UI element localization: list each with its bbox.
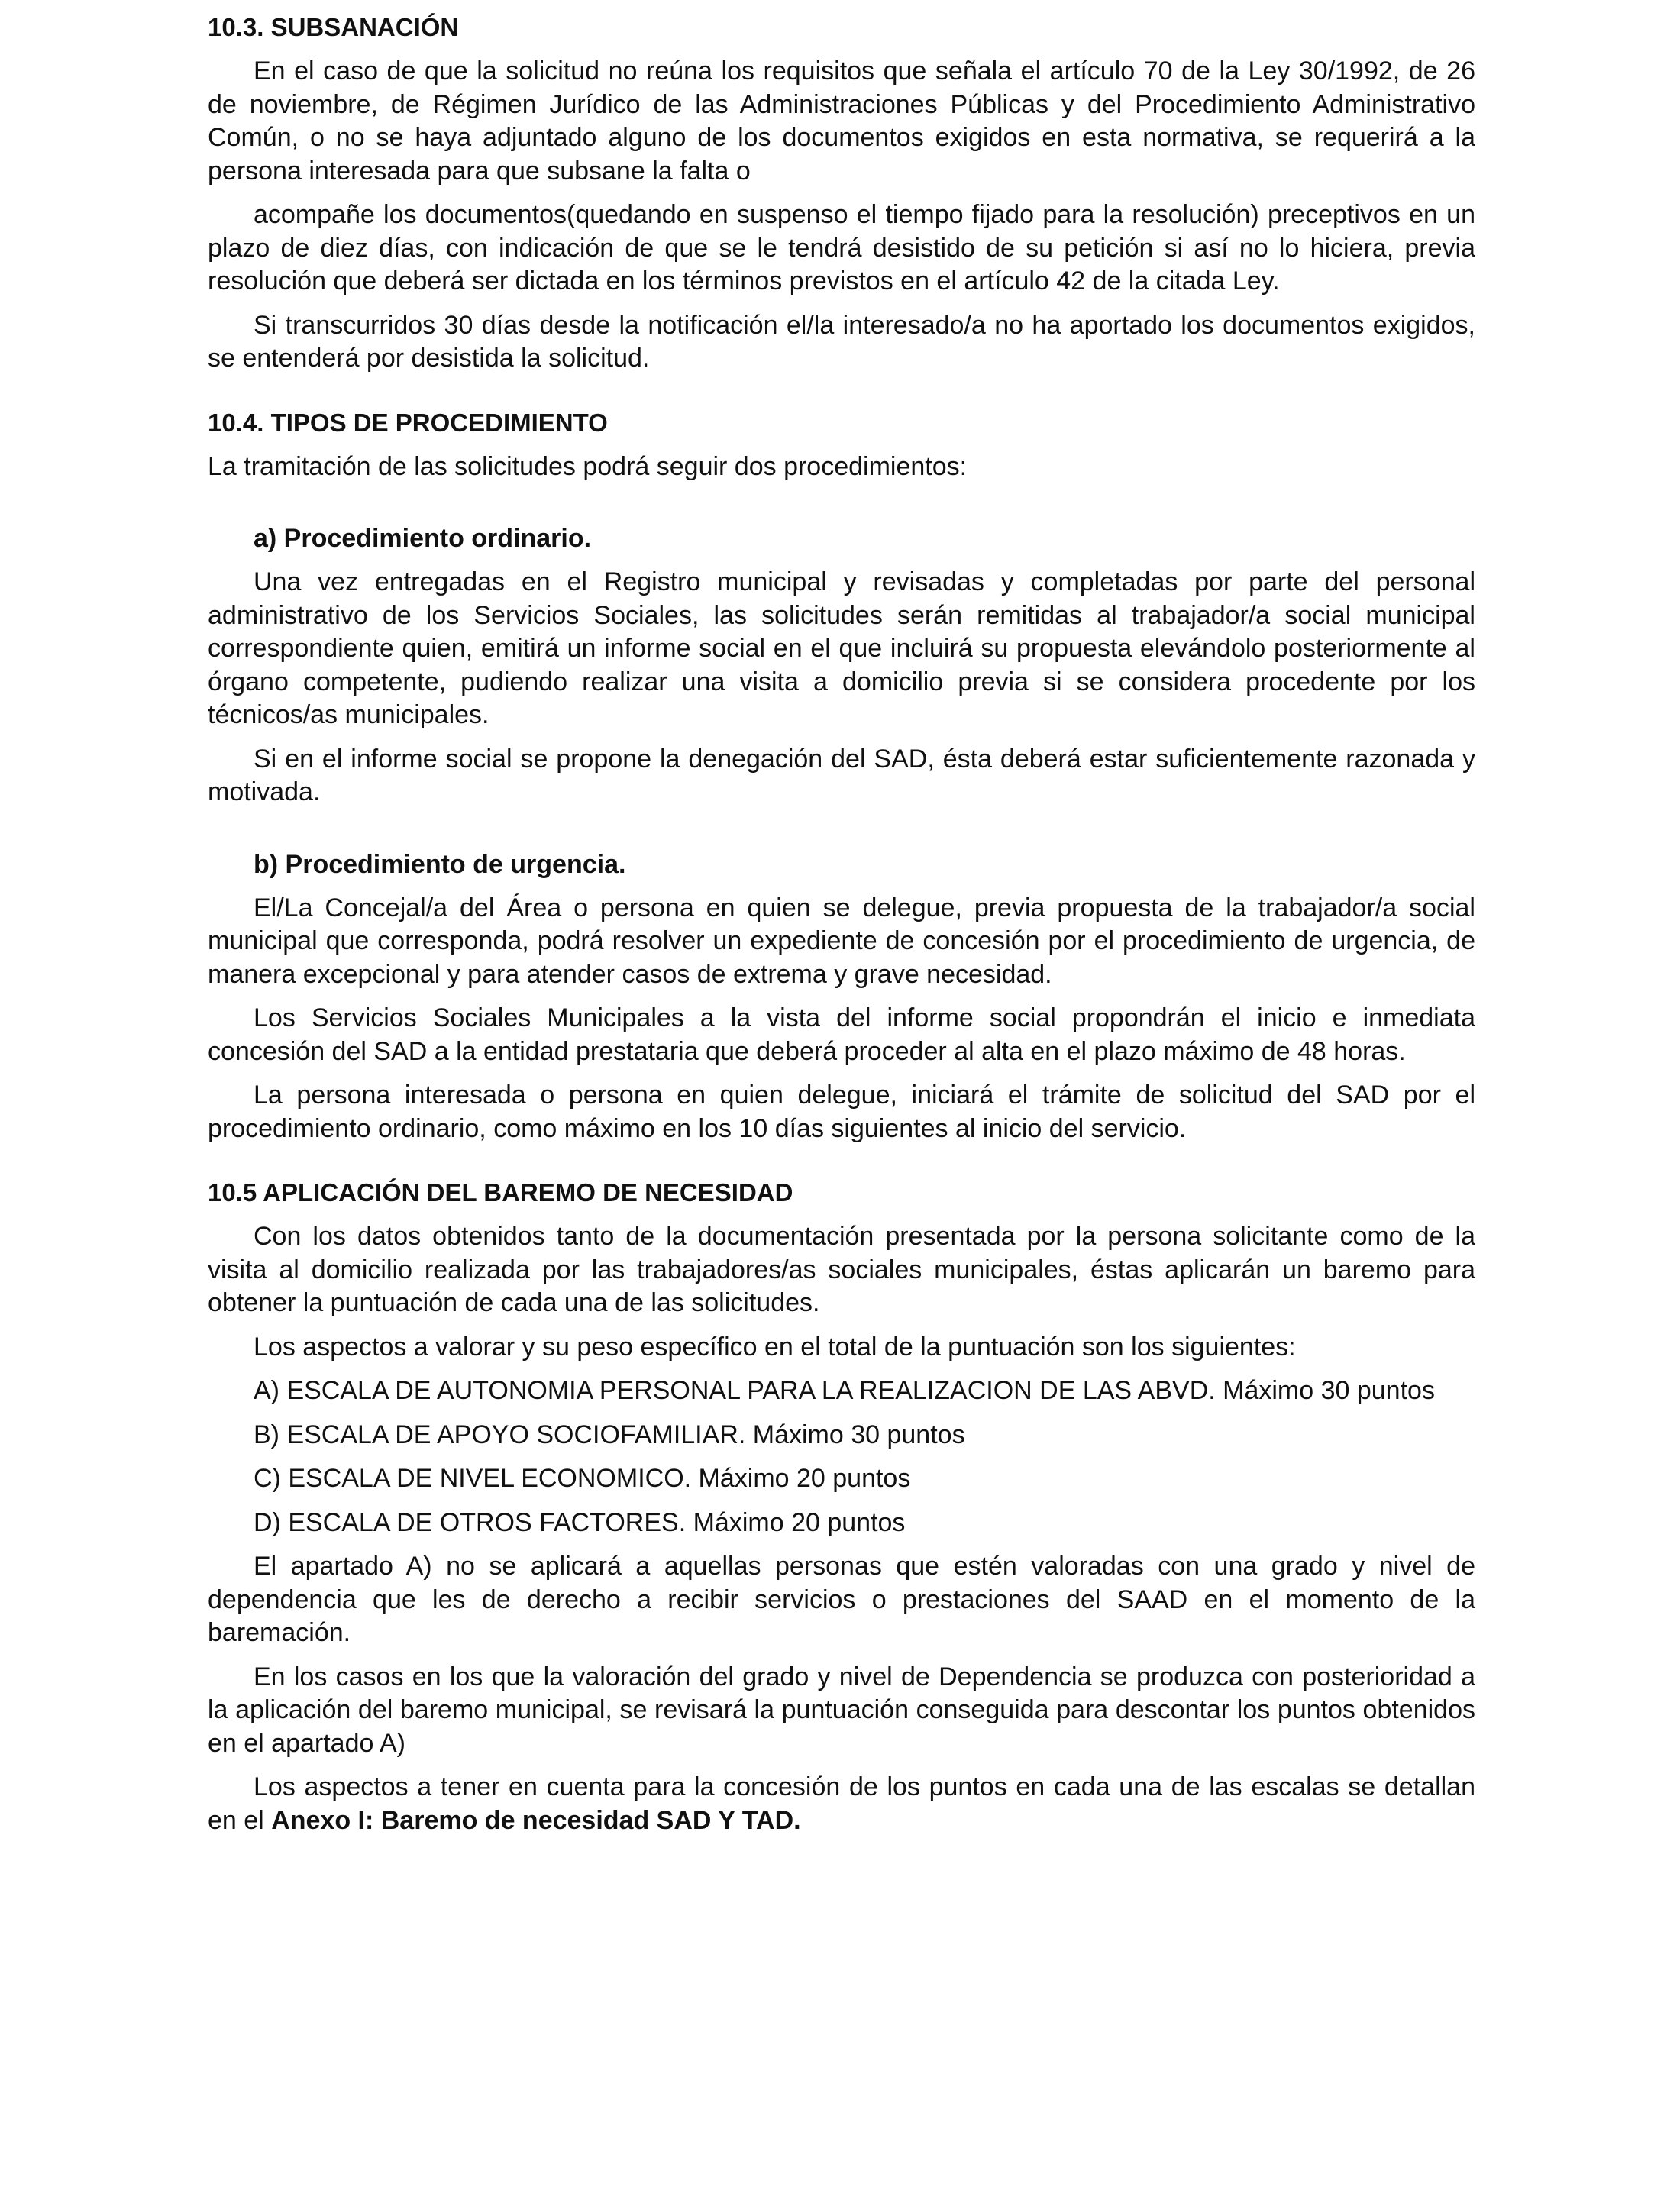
paragraph: El/La Concejal/a del Área o persona en quien se delegue, previa propuesta de la trabajador/a social municipal que corresponda, podrá resolver un expediente de concesión por el procedimiento de urgencia, de manera excepcional y para atender casos de extrema y grave necesidad. bbox=[208, 893, 1475, 989]
list-item: C) ESCALA DE NIVEL ECONOMICO. Máximo 20 puntos bbox=[254, 1464, 911, 1493]
paragraph-annex-reference bbox=[208, 1771, 1475, 1837]
paragraph: Si en el informe social se propone la denegación del SAD, ésta deberá estar suficientemente razonada y motivada. bbox=[208, 744, 1475, 806]
paragraph: Los aspectos a valorar y su peso específico en el total de la puntuación son los siguientes: bbox=[254, 1332, 1296, 1362]
subheading-ordinary-procedure: a) Procedimiento ordinario. bbox=[254, 524, 592, 553]
paragraph: Una vez entregadas en el Registro municipal y revisadas y completadas por parte del personal administrativo de los Servicios Sociales, las solicitudes serán remitidas al trabajador/a social municipal correspondiente quien, emitirá un informe social en el que incluirá su propuesta elevándolo posteriormente al órgano competente, pudiendo realizar una visita a domicilio previa si se considera procedente por los técnicos/as municipales. bbox=[208, 567, 1475, 729]
section-heading-10-4: 10.4. TIPOS DE PROCEDIMIENTO bbox=[208, 408, 608, 437]
paragraph: La tramitación de las solicitudes podrá seguir dos procedimientos: bbox=[208, 451, 968, 481]
paragraph: Si transcurridos 30 días desde la notificación el/la interesado/a no ha aportado los documentos exigidos, se entenderá por desistida la solicitud. bbox=[208, 310, 1475, 373]
section-heading-10-3: 10.3. SUBSANACIÓN bbox=[208, 13, 459, 41]
section-heading-10-5: 10.5 APLICACIÓN DEL BAREMO DE NECESIDAD bbox=[208, 1178, 793, 1207]
list-item: B) ESCALA DE APOYO SOCIOFAMILIAR. Máximo 30 puntos bbox=[254, 1420, 965, 1449]
paragraph: En el caso de que la solicitud no reúna los requisitos que señala el artículo 70 de la Ley 30/1992, de 26 de noviembre, de Régimen Jurídico de las Administraciones Públicas y del Procedimiento Administrativo Común, o no se haya adjuntado alguno de los documentos exigidos en esta normativa, se requerirá a la persona interesada para que subsane la falta o bbox=[208, 57, 1475, 186]
document-page bbox=[208, 11, 1475, 1837]
paragraph: La persona interesada o persona en quien delegue, iniciará el trámite de solicitud del SAD por el procedimiento ordinario, como máximo en los 10 días siguientes al inicio del servicio. bbox=[208, 1081, 1475, 1143]
paragraph: Los Servicios Sociales Municipales a la vista del informe social propondrán el inicio e inmediata concesión del SAD a la entidad prestataria que deberá proceder al alta en el plazo máximo de 48 horas. bbox=[208, 1003, 1475, 1066]
paragraph: En los casos en los que la valoración del grado y nivel de Dependencia se produzca con posterioridad a la aplicación del baremo municipal, se revisará la puntuación conseguida para descontar los puntos obtenidos en el apartado A) bbox=[208, 1662, 1475, 1758]
paragraph: Con los datos obtenidos tanto de la documentación presentada por la persona solicitante como de la visita al domicilio realizada por las trabajadores/as sociales municipales, éstas aplicarán un baremo para obtener la puntuación de cada una de las solicitudes. bbox=[208, 1222, 1475, 1317]
annex-reference: Anexo I: Baremo de necesidad SAD Y TAD. bbox=[271, 1805, 801, 1835]
subheading-urgent-procedure: b) Procedimiento de urgencia. bbox=[254, 849, 626, 879]
list-item: D) ESCALA DE OTROS FACTORES. Máximo 20 puntos bbox=[254, 1507, 906, 1537]
paragraph: El apartado A) no se aplicará a aquellas personas que estén valoradas con una grado y nivel de dependencia que les de derecho a recibir servicios o prestaciones del SAAD en el momento de la baremación. bbox=[208, 1552, 1475, 1647]
annex-lead-text: Los aspectos a tener en cuenta para la concesión de los puntos en cada una de las escalas se detallan en el bbox=[208, 1772, 1475, 1835]
paragraph: acompañe los documentos(quedando en suspenso el tiempo fijado para la resolución) preceptivos en un plazo de diez días, con indicación de que se le tendrá desistido de su petición si así no lo hiciera, previa resolución que deberá ser dictada en los términos previstos en el artículo 42 de la citada Ley. bbox=[208, 200, 1475, 296]
list-item: A) ESCALA DE AUTONOMIA PERSONAL PARA LA REALIZACION DE LAS ABVD. Máximo 30 puntos bbox=[254, 1376, 1435, 1405]
